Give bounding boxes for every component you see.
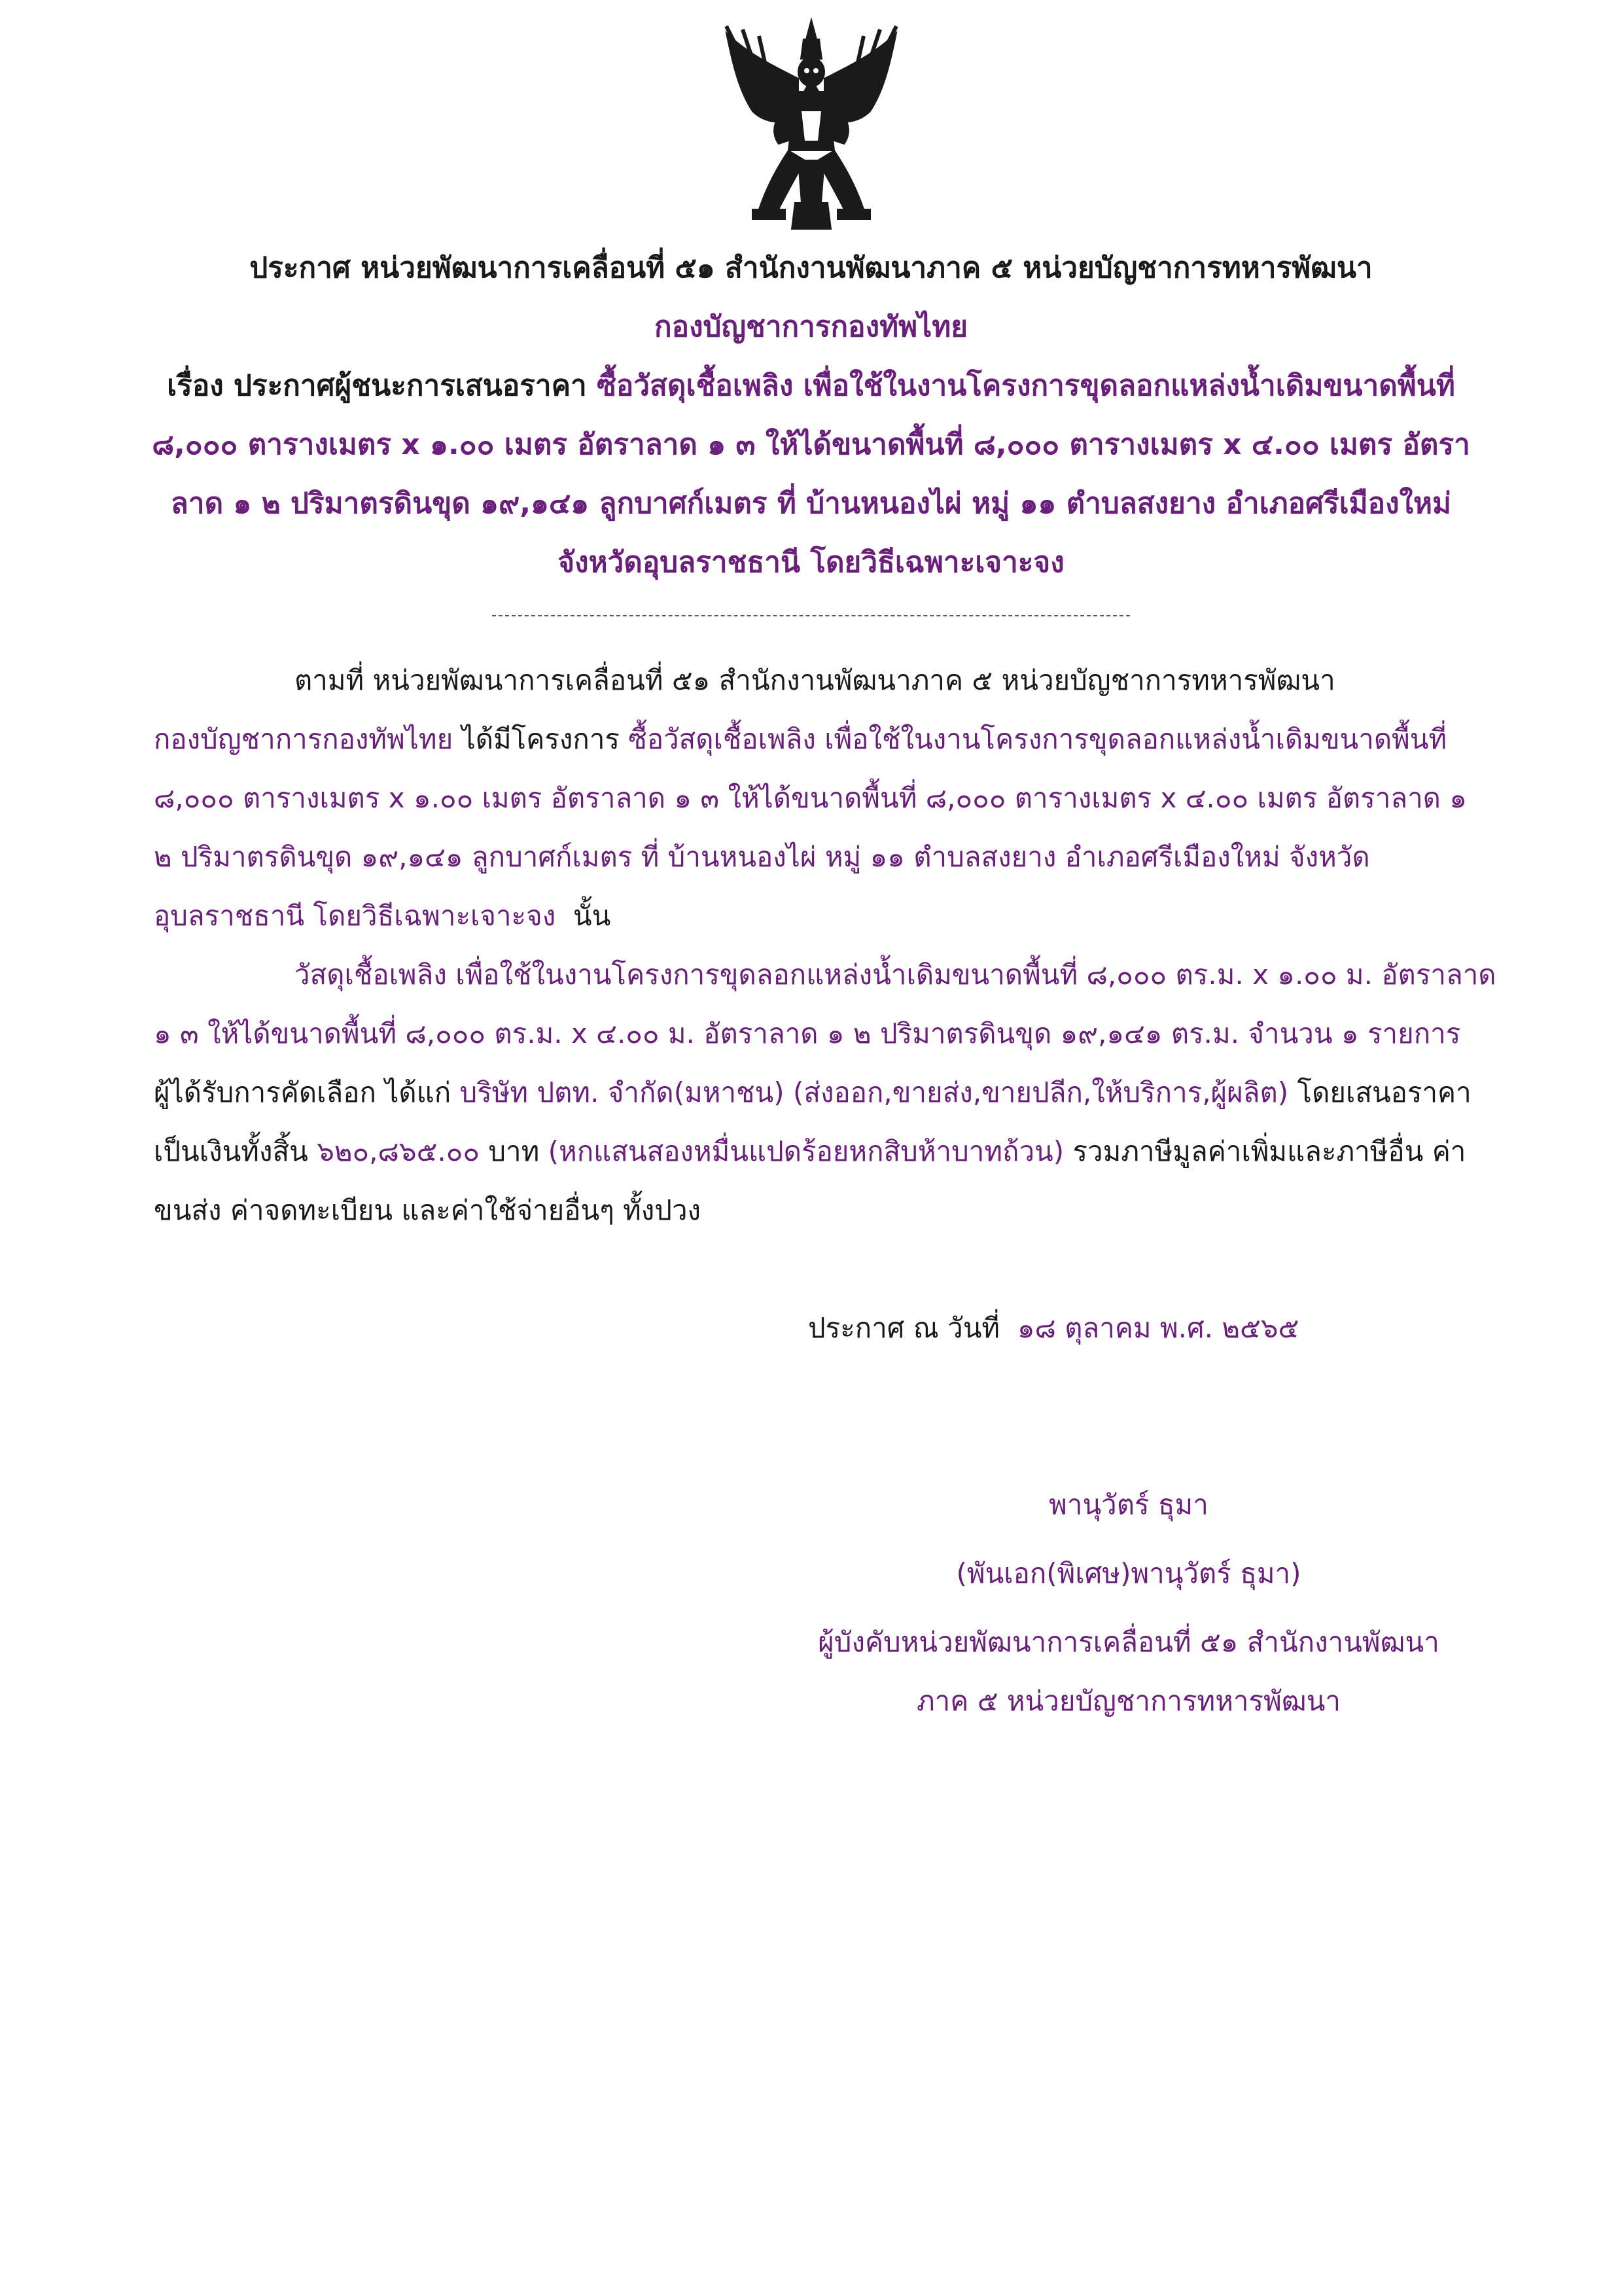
signer-position-cont: ภาค ๕ หน่วยบัญชาการทหารพัฒนา xyxy=(917,1685,1341,1717)
date-prefix: ประกาศ ณ วันที่ xyxy=(808,1312,1017,1344)
body-p2-line-1 xyxy=(294,955,1496,995)
body-p2-line-2 xyxy=(154,1014,1460,1053)
body-p1-line-4 xyxy=(154,838,1370,877)
project-name: ซื้อวัสดุเชื้อเพลิง เพื่อใช้ในงานโครงการขุดลอกแหล่งน้ำเดิมขนาดพื้นที่ xyxy=(628,723,1447,755)
item-description-cont: ๑ ๓ ให้ได้ขนาดพื้นที่ ๘,๐๐๐ ตร.ม. x ๔.๐๐ ม. อัตราลาด ๑ ๒ ปริมาตรดินขุด ๑๙,๑๔๑ ตร.ม. จำนวน ๑ รายการ xyxy=(154,1017,1461,1050)
body-p1-line-3 xyxy=(154,779,1467,818)
header-line-1 xyxy=(0,249,1622,288)
winner-name: บริษัท ปตท. จำกัด(มหาชน) (ส่งออก,ขายส่ง,ขายปลีก,ให้บริการ,ผู้ผลิต) xyxy=(459,1076,1289,1108)
body-text: บาท xyxy=(480,1135,548,1167)
body-text: ตามที่ หน่วยพัฒนาการเคลื่อนที่ ๕๑ สำนักงานพัฒนาภาค ๕ หน่วยบัญชาการทหารพัฒนา xyxy=(294,664,1335,696)
signer-position: ผู้บังคับหน่วยพัฒนาการเคลื่อนที่ ๕๑ สำนักงานพัฒนา xyxy=(818,1626,1439,1658)
header-subject-cont-1: ๘,๐๐๐ ตารางเมตร x ๑.๐๐ เมตร อัตราลาด ๑ ๓ ให้ได้ขนาดพื้นที่ ๘,๐๐๐ ตารางเมตร x ๔.๐๐ เมตร อัตรา xyxy=(152,428,1470,461)
header-subject-cont-2: ลาด ๑ ๒ ปริมาตรดินขุด ๑๙,๑๔๑ ลูกบาศก์เมตร ที่ บ้านหนองไผ่ หมู่ ๑๑ ตำบลสงยาง อำเภอศรีเมืองใหม่ xyxy=(170,487,1452,520)
body-p2-line-5 xyxy=(154,1191,701,1230)
project-name-cont: ๒ ปริมาตรดินขุด ๑๙,๑๔๑ ลูกบาศก์เมตร ที่ บ้านหนองไผ่ หมู่ ๑๑ ตำบลสงยาง อำเภอศรีเมืองใหม่ จังหวัด xyxy=(154,841,1370,873)
garuda-emblem-icon xyxy=(713,13,909,242)
signature-position-1 xyxy=(785,1623,1472,1662)
bid-amount: ๖๒๐,๘๖๕.๐๐ xyxy=(317,1135,480,1167)
announcement-date xyxy=(808,1309,1299,1348)
body-text: เป็นเงินทั้งสิ้น xyxy=(154,1135,317,1167)
header-line-6 xyxy=(0,543,1622,582)
signer-name: พานุวัตร์ ธุมา xyxy=(1049,1489,1208,1521)
signature-rank-name xyxy=(785,1554,1472,1593)
body-p2-line-3 xyxy=(154,1073,1472,1112)
body-p2-line-4 xyxy=(154,1132,1466,1171)
header-line-4 xyxy=(0,425,1622,465)
body-text: ขนส่ง ค่าจดทะเบียน และค่าใช้จ่ายอื่นๆ ทั้งปวง xyxy=(154,1194,701,1226)
bid-amount-words: (หกแสนสองหมื่นแปดร้อยหกสิบห้าบาทถ้วน) xyxy=(548,1135,1065,1167)
body-text: ผู้ได้รับการคัดเลือก ได้แก่ xyxy=(154,1076,460,1108)
signature-name xyxy=(785,1485,1472,1525)
body-text: นั้น xyxy=(555,900,611,932)
date-value: ๑๘ ตุลาคม พ.ศ. ๒๕๖๕ xyxy=(1017,1312,1299,1344)
body-text: รวมภาษีมูลค่าเพิ่มและภาษีอื่น ค่า xyxy=(1064,1135,1466,1167)
header-subject-prefix: เรื่อง ประกาศผู้ชนะการเสนอราคา xyxy=(167,369,587,402)
body-text: โดยเสนอราคา xyxy=(1288,1076,1472,1108)
separator-dashes xyxy=(492,615,1130,616)
body-p1-line-1 xyxy=(294,661,1335,700)
body-text: ได้มีโครงการ xyxy=(453,723,629,755)
item-description: วัสดุเชื้อเพลิง เพื่อใช้ในงานโครงการขุดลอกแหล่งน้ำเดิมขนาดพื้นที่ ๘,๐๐๐ ตร.ม. x ๑.๐๐ ม. อัตราลาด xyxy=(294,959,1496,991)
body-p1-line-2 xyxy=(154,720,1447,759)
project-name-cont: ๘,๐๐๐ ตารางเมตร x ๑.๐๐ เมตร อัตราลาด ๑ ๓ ให้ได้ขนาดพื้นที่ ๘,๐๐๐ ตารางเมตร x ๔.๐๐ เมตร อัตราลาด ๑ xyxy=(154,782,1467,814)
header-line-2 xyxy=(0,308,1622,347)
header-subject: ซื้อวัสดุเชื้อเพลิง เพื่อใช้ในงานโครงการขุดลอกแหล่งน้ำเดิมขนาดพื้นที่ xyxy=(597,369,1455,402)
organization-name: กองบัญชาการกองทัพไทย xyxy=(154,723,453,755)
signer-full-name: (พันเอก(พิเศษ)พานุวัตร์ ธุมา) xyxy=(956,1557,1301,1589)
header-line-3 xyxy=(0,366,1622,406)
header-subject-cont-3: จังหวัดอุบลราชธานี โดยวิธีเฉพาะเจาะจง xyxy=(557,546,1065,579)
signature-position-2 xyxy=(785,1682,1472,1721)
body-p1-line-5 xyxy=(154,896,610,936)
project-name-cont: อุบลราชธานี โดยวิธีเฉพาะเจาะจง xyxy=(154,900,556,932)
header-organization: กองบัญชาการกองทัพไทย xyxy=(654,310,968,344)
header-title: ประกาศ หน่วยพัฒนาการเคลื่อนที่ ๕๑ สำนักงานพัฒนาภาค ๕ หน่วยบัญชาการทหารพัฒนา xyxy=(249,251,1373,285)
header-line-5 xyxy=(0,484,1622,523)
